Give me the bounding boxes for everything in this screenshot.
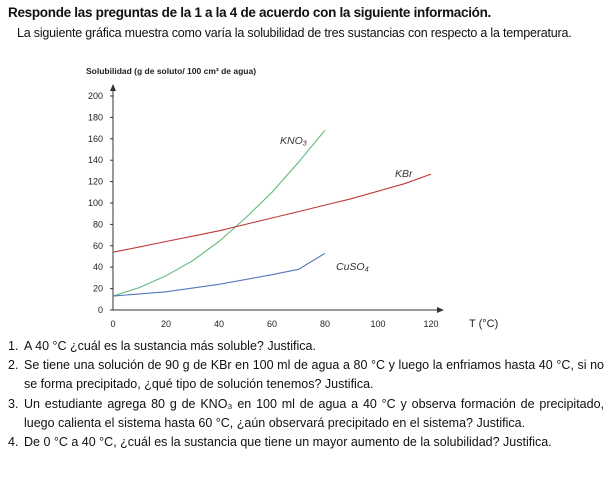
y-tick-label: 40: [92, 262, 103, 273]
y-tick-label: 60: [92, 240, 103, 251]
x-tick-label: 0: [110, 319, 116, 329]
series-line: [113, 174, 431, 252]
x-tick-label: 120: [423, 319, 439, 329]
y-axis-label: Solubilidad (g de soluto/ 100 cm³ de agua): [86, 66, 257, 76]
question-text: Un estudiante agrega 80 g de KNO₃ en 100 ml de agua a 40 °C y observa formación de precipitado, luego calienta el sistema hasta 60 °C, ¿aún observará precipitado en el sistema? Justifica.: [24, 396, 604, 430]
y-tick-label: 80: [92, 219, 103, 230]
x-tick-label: 60: [266, 319, 278, 329]
x-tick-label: 100: [370, 319, 386, 329]
series-label: CuSO₄: [336, 261, 369, 273]
y-tick-label: 100: [87, 198, 103, 208]
question-item: [8, 395, 604, 433]
x-tick-label: 40: [213, 319, 225, 329]
y-tick-label: 0: [97, 305, 103, 315]
series-label: KBr: [395, 168, 413, 180]
instructions-heading: Responde las preguntas de la 1 a la 4 de acuerdo con la siguiente información.: [8, 5, 491, 20]
question-number: 4.: [8, 435, 19, 450]
solubility-chart: [0, 60, 610, 335]
x-tick-label: 80: [319, 319, 331, 329]
intro-paragraph: La siguiente gráfica muestra como varía la solubilidad de tres sustancias con respecto a la temperatura.: [17, 26, 572, 40]
question-number: 2.: [8, 358, 19, 373]
question-list: [8, 337, 604, 452]
y-tick-label: 20: [92, 283, 103, 294]
series-label: KNO₃: [280, 135, 307, 147]
x-tick-label: 20: [160, 319, 172, 329]
y-tick-label: 140: [87, 155, 103, 166]
y-axis-arrow: [110, 84, 116, 91]
y-tick-label: 180: [87, 112, 103, 123]
question-item: [8, 356, 604, 394]
question-text: A 40 °C ¿cuál es la sustancia más soluble? Justifica.: [24, 339, 316, 353]
question-number: 1.: [8, 339, 19, 353]
question-text: De 0 °C a 40 °C, ¿cuál es la sustancia que tiene un mayor aumento de la solubilidad? Justifica.: [24, 435, 552, 450]
y-tick-label: 120: [87, 176, 103, 187]
x-axis-label: T (°C): [469, 318, 499, 330]
question-item: [8, 433, 604, 452]
question-number: 3.: [8, 396, 19, 411]
y-tick-label: 160: [87, 133, 103, 144]
question-text: Se tiene una solución de 90 g de KBr en 100 ml de agua a 80 °C y luego la enfriamos hasta 40 °C, si no se forma precipitado, ¿qué tipo de solución tenemos? Justifica.: [24, 358, 604, 392]
y-tick-label: 200: [87, 91, 103, 101]
question-item: [8, 337, 604, 356]
series-line: [113, 253, 325, 296]
x-axis-arrow: [437, 307, 444, 313]
